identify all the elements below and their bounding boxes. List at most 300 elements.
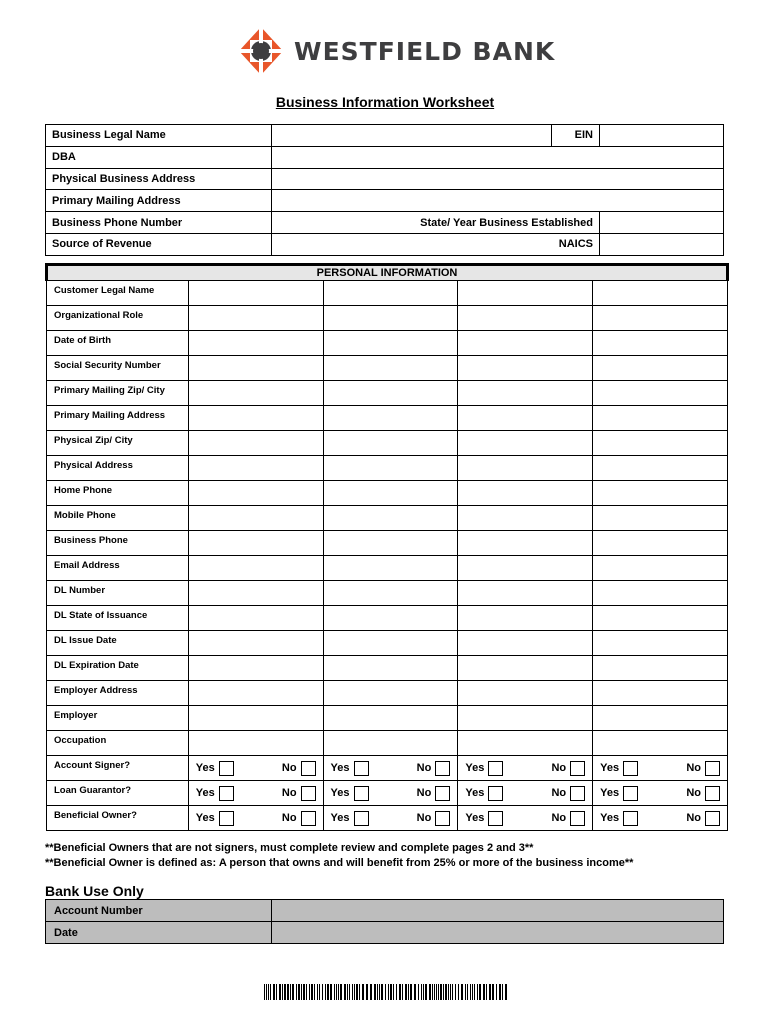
person-3-field[interactable] [458, 306, 593, 331]
barcode-bar [264, 984, 265, 1000]
state-year-field[interactable] [600, 212, 724, 234]
person-4-field[interactable] [593, 456, 728, 481]
yes-label: Yes [195, 787, 215, 799]
person-1-field[interactable] [188, 731, 323, 756]
barcode-bar [402, 984, 403, 1000]
no-checkbox[interactable] [570, 786, 585, 801]
person-4-yes-no [593, 781, 728, 806]
no-checkbox[interactable] [705, 761, 720, 776]
person-3-field[interactable] [458, 506, 593, 531]
row-label: DL Issue Date [47, 631, 189, 656]
bank-use-table [45, 899, 724, 944]
person-2-yes-no [323, 781, 458, 806]
barcode-bar [347, 984, 348, 1000]
barcode-bar [388, 984, 389, 1000]
person-1-yes-no [188, 756, 323, 781]
personal-row-occupation [47, 731, 728, 756]
barcode-bar [309, 984, 310, 1000]
yes-checkbox[interactable] [354, 811, 369, 826]
person-2-field[interactable] [323, 406, 458, 431]
person-3-field[interactable] [458, 556, 593, 581]
barcode-bar [434, 984, 435, 1000]
barcode-bar [410, 984, 412, 1000]
barcode-bar [505, 984, 507, 1000]
no-label: No [281, 762, 297, 774]
person-3-field[interactable] [458, 631, 593, 656]
row-label: DL Expiration Date [47, 656, 189, 681]
person-1-field[interactable] [188, 481, 323, 506]
person-4-field[interactable] [593, 406, 728, 431]
barcode-bar [370, 984, 372, 1000]
no-label: No [551, 762, 567, 774]
barcode-bar [483, 984, 485, 1000]
person-4-field[interactable] [593, 656, 728, 681]
note-line-2: **Beneficial Owner is defined as: A person that owns and will benefit from 25% or more of the business income** [45, 857, 634, 869]
yes-checkbox[interactable] [623, 811, 638, 826]
person-2-yes-no [323, 806, 458, 831]
yes-label: Yes [195, 812, 215, 824]
no-label: No [686, 812, 701, 824]
barcode-bar [311, 984, 313, 1000]
barcode-bar [330, 984, 332, 1000]
date-field[interactable] [272, 922, 724, 944]
physical-address-field[interactable] [272, 168, 724, 190]
person-2-field[interactable] [323, 481, 458, 506]
ein-field[interactable] [600, 125, 724, 147]
barcode-bar [282, 984, 283, 1000]
person-4-field[interactable] [593, 281, 728, 306]
person-1-field[interactable] [188, 506, 323, 531]
personal-row-account-signer [47, 756, 728, 781]
yes-checkbox[interactable] [219, 761, 234, 776]
row-label: Primary Mailing Address [47, 406, 189, 431]
barcode-bar [438, 984, 439, 1000]
barcode-bar [290, 984, 291, 1000]
row-label: Account Signer? [47, 756, 189, 781]
yes-label: Yes [600, 762, 620, 774]
barcode-bar [443, 984, 444, 1000]
yes-label: Yes [330, 787, 350, 799]
naics-field[interactable] [600, 233, 724, 255]
barcode-bar [352, 984, 353, 1000]
barcode-bar [336, 984, 337, 1000]
barcode-bar [445, 984, 447, 1000]
person-4-field[interactable] [593, 706, 728, 731]
row-label: Physical Address [47, 456, 189, 481]
person-4-field[interactable] [593, 306, 728, 331]
row-label: Occupation [47, 731, 189, 756]
no-checkbox[interactable] [301, 786, 316, 801]
no-label: No [281, 812, 297, 824]
yes-checkbox[interactable] [488, 811, 503, 826]
person-3-field[interactable] [458, 406, 593, 431]
person-1-field[interactable] [188, 631, 323, 656]
person-3-field[interactable] [458, 731, 593, 756]
westfield-bank-logo [238, 26, 555, 76]
person-4-field[interactable] [593, 731, 728, 756]
barcode-bar [270, 984, 271, 1000]
person-1-field[interactable] [188, 406, 323, 431]
barcode-bar [284, 984, 286, 1000]
no-label: No [416, 762, 432, 774]
no-checkbox[interactable] [570, 811, 585, 826]
person-1-field[interactable] [188, 381, 323, 406]
barcode-bar [287, 984, 289, 1000]
row-label: Employer [47, 706, 189, 731]
business-phone-label: Business Phone Number [46, 212, 272, 234]
barcode-bar [465, 984, 466, 1000]
person-2-field[interactable] [323, 606, 458, 631]
person-3-field[interactable] [458, 706, 593, 731]
yes-label: Yes [465, 787, 485, 799]
barcode-bar [377, 984, 378, 1000]
business-legal-name-field[interactable] [272, 125, 552, 147]
yes-label: Yes [600, 787, 620, 799]
person-3-field[interactable] [458, 431, 593, 456]
person-2-field[interactable] [323, 581, 458, 606]
barcode-bar [452, 984, 453, 1000]
person-1-field[interactable] [188, 556, 323, 581]
account-number-field[interactable] [272, 900, 724, 922]
yes-label: Yes [330, 812, 350, 824]
barcode-bar [414, 984, 416, 1000]
no-checkbox[interactable] [435, 786, 450, 801]
barcode-bar [385, 984, 386, 1000]
bank-logo-icon [238, 26, 284, 76]
barcode-bar [319, 984, 320, 1000]
barcode-bar [374, 984, 376, 1000]
person-4-field[interactable] [593, 631, 728, 656]
no-label: No [551, 812, 567, 824]
source-of-revenue-label: Source of Revenue [46, 233, 272, 255]
barcode-bar [306, 984, 307, 1000]
barcode-bar [393, 984, 394, 1000]
barcode-bar [450, 984, 451, 1000]
row-label: DL Number [47, 581, 189, 606]
barcode-bar [399, 984, 401, 1000]
personal-row-employer [47, 706, 728, 731]
barcode-bar [273, 984, 275, 1000]
person-1-field[interactable] [188, 706, 323, 731]
barcode-bar [448, 984, 449, 1000]
barcode-bar [467, 984, 468, 1000]
person-1-field[interactable] [188, 306, 323, 331]
personal-row-email-address [47, 556, 728, 581]
person-3-field[interactable] [458, 456, 593, 481]
ein-label: EIN [552, 125, 600, 147]
person-2-field[interactable] [323, 556, 458, 581]
person-1-field[interactable] [188, 331, 323, 356]
row-label: Primary Mailing Zip/ City [47, 381, 189, 406]
person-2-field[interactable] [323, 631, 458, 656]
no-label: No [281, 787, 297, 799]
mailing-address-label: Primary Mailing Address [46, 190, 272, 212]
physical-address-label: Physical Business Address [46, 168, 272, 190]
yes-label: Yes [465, 812, 485, 824]
person-4-yes-no [593, 756, 728, 781]
barcode-bar [334, 984, 335, 1000]
barcode-bar [268, 984, 269, 1000]
barcode-bar [266, 984, 267, 1000]
yes-label: Yes [330, 762, 350, 774]
person-1-field[interactable] [188, 656, 323, 681]
personal-row-physical-address [47, 456, 728, 481]
barcode-bar [381, 984, 383, 1000]
personal-row-primary-mailing-zip-city [47, 381, 728, 406]
barcode-bar [301, 984, 302, 1000]
barcode-bar [362, 984, 364, 1000]
person-2-field[interactable] [323, 681, 458, 706]
person-4-field[interactable] [593, 481, 728, 506]
barcode-bar [492, 984, 494, 1000]
personal-row-loan-guarantor [47, 781, 728, 806]
barcode-bar [436, 984, 437, 1000]
yes-checkbox[interactable] [488, 761, 503, 776]
barcode-bar [325, 984, 326, 1000]
person-2-field[interactable] [323, 431, 458, 456]
business-info-table [45, 124, 724, 256]
no-label: No [416, 787, 432, 799]
row-label: Customer Legal Name [47, 281, 189, 306]
bank-use-title: Bank Use Only [45, 883, 144, 899]
person-3-field[interactable] [458, 656, 593, 681]
mailing-address-field[interactable] [272, 190, 724, 212]
yes-checkbox[interactable] [354, 786, 369, 801]
date-label: Date [46, 922, 272, 944]
person-4-field[interactable] [593, 606, 728, 631]
person-4-field[interactable] [593, 581, 728, 606]
barcode-bar [405, 984, 407, 1000]
barcode-bar [470, 984, 471, 1000]
row-label: Social Security Number [47, 356, 189, 381]
person-1-yes-no [188, 781, 323, 806]
person-2-field[interactable] [323, 531, 458, 556]
no-label: No [416, 812, 432, 824]
person-1-yes-no [188, 806, 323, 831]
row-label: Home Phone [47, 481, 189, 506]
barcode-bar [432, 984, 433, 1000]
person-4-field[interactable] [593, 431, 728, 456]
no-checkbox[interactable] [570, 761, 585, 776]
yes-checkbox[interactable] [623, 786, 638, 801]
yes-checkbox[interactable] [354, 761, 369, 776]
person-4-field[interactable] [593, 331, 728, 356]
barcode-bar [458, 984, 459, 1000]
barcode-bar [418, 984, 419, 1000]
state-year-label: State/ Year Business Established [272, 212, 600, 234]
personal-info-table [45, 263, 729, 831]
personal-row-organizational-role [47, 306, 728, 331]
barcode-bar [479, 984, 481, 1000]
person-3-field[interactable] [458, 531, 593, 556]
personal-row-customer-legal-name [47, 281, 728, 306]
person-3-yes-no [458, 756, 593, 781]
personal-row-physical-zip-city [47, 431, 728, 456]
person-2-field[interactable] [323, 456, 458, 481]
person-3-field[interactable] [458, 331, 593, 356]
dba-label: DBA [46, 146, 272, 168]
personal-row-business-phone [47, 531, 728, 556]
person-4-field[interactable] [593, 681, 728, 706]
person-2-field[interactable] [323, 731, 458, 756]
yes-checkbox[interactable] [219, 811, 234, 826]
barcode-bar [486, 984, 487, 1000]
barcode-bar [502, 984, 503, 1000]
person-1-field[interactable] [188, 356, 323, 381]
barcode-bar [472, 984, 473, 1000]
barcode-bar [379, 984, 380, 1000]
barcode-bar [344, 984, 346, 1000]
barcode-bar [338, 984, 339, 1000]
person-2-field[interactable] [323, 331, 458, 356]
barcode-bar [298, 984, 300, 1000]
person-3-field[interactable] [458, 281, 593, 306]
personal-row-mobile-phone [47, 506, 728, 531]
person-3-field[interactable] [458, 381, 593, 406]
personal-row-dl-issue-date [47, 631, 728, 656]
document-title: Business Information Worksheet [275, 94, 495, 110]
person-2-field[interactable] [323, 706, 458, 731]
barcode-bar [408, 984, 409, 1000]
barcode-bar [496, 984, 497, 1000]
barcode-bar [354, 984, 355, 1000]
yes-label: Yes [195, 762, 215, 774]
no-checkbox[interactable] [435, 811, 450, 826]
person-2-field[interactable] [323, 356, 458, 381]
barcode-bar [359, 984, 360, 1000]
yes-checkbox[interactable] [623, 761, 638, 776]
person-1-field[interactable] [188, 431, 323, 456]
barcode-bar [421, 984, 422, 1000]
person-4-field[interactable] [593, 531, 728, 556]
personal-row-social-security-number [47, 356, 728, 381]
barcode-bar [276, 984, 277, 1000]
person-4-field[interactable] [593, 556, 728, 581]
no-checkbox[interactable] [705, 786, 720, 801]
barcode-bar [455, 984, 456, 1000]
row-label: Email Address [47, 556, 189, 581]
personal-row-dl-state-of-issuance [47, 606, 728, 631]
barcode [264, 984, 510, 1000]
person-2-field[interactable] [323, 381, 458, 406]
no-checkbox[interactable] [435, 761, 450, 776]
person-4-field[interactable] [593, 506, 728, 531]
row-label: Employer Address [47, 681, 189, 706]
barcode-bar [314, 984, 315, 1000]
no-label: No [686, 787, 701, 799]
row-label: Mobile Phone [47, 506, 189, 531]
row-label: Physical Zip/ City [47, 431, 189, 456]
person-1-field[interactable] [188, 531, 323, 556]
barcode-bar [296, 984, 297, 1000]
person-1-field[interactable] [188, 606, 323, 631]
yes-label: Yes [465, 762, 485, 774]
barcode-bar [423, 984, 424, 1000]
barcode-bar [322, 984, 323, 1000]
barcode-bar [349, 984, 350, 1000]
person-3-yes-no [458, 781, 593, 806]
barcode-bar [340, 984, 342, 1000]
row-label: Loan Guarantor? [47, 781, 189, 806]
personal-row-beneficial-owner [47, 806, 728, 831]
no-checkbox[interactable] [301, 811, 316, 826]
person-1-field[interactable] [188, 456, 323, 481]
barcode-bar [440, 984, 442, 1000]
person-4-field[interactable] [593, 356, 728, 381]
person-1-field[interactable] [188, 681, 323, 706]
no-label: No [686, 762, 701, 774]
bank-name: WESTFIELD BANK [294, 36, 556, 66]
barcode-bar [356, 984, 358, 1000]
barcode-bar [474, 984, 475, 1000]
yes-checkbox[interactable] [488, 786, 503, 801]
person-2-field[interactable] [323, 656, 458, 681]
barcode-bar [489, 984, 491, 1000]
personal-row-dl-number [47, 581, 728, 606]
yes-label: Yes [600, 812, 620, 824]
person-1-field[interactable] [188, 281, 323, 306]
personal-row-primary-mailing-address [47, 406, 728, 431]
person-3-field[interactable] [458, 681, 593, 706]
person-2-yes-no [323, 756, 458, 781]
personal-info-header: PERSONAL INFORMATION [47, 265, 728, 281]
row-label: Organizational Role [47, 306, 189, 331]
barcode-bar [396, 984, 397, 1000]
barcode-bar [292, 984, 294, 1000]
dba-field[interactable] [272, 146, 724, 168]
barcode-bar [477, 984, 478, 1000]
personal-row-home-phone [47, 481, 728, 506]
person-3-field[interactable] [458, 356, 593, 381]
no-label: No [551, 787, 567, 799]
personal-row-dl-expiration-date [47, 656, 728, 681]
barcode-bar [279, 984, 281, 1000]
person-3-field[interactable] [458, 581, 593, 606]
barcode-bar [499, 984, 501, 1000]
barcode-bar [366, 984, 368, 1000]
personal-row-date-of-birth [47, 331, 728, 356]
no-checkbox[interactable] [705, 811, 720, 826]
person-3-yes-no [458, 806, 593, 831]
person-2-field[interactable] [323, 281, 458, 306]
person-1-field[interactable] [188, 581, 323, 606]
business-legal-name-label: Business Legal Name [46, 125, 272, 147]
barcode-bar [317, 984, 318, 1000]
person-4-field[interactable] [593, 381, 728, 406]
barcode-bar [327, 984, 329, 1000]
row-label: Beneficial Owner? [47, 806, 189, 831]
personal-row-employer-address [47, 681, 728, 706]
no-checkbox[interactable] [301, 761, 316, 776]
barcode-bar [461, 984, 463, 1000]
person-3-field[interactable] [458, 606, 593, 631]
naics-label: NAICS [272, 233, 600, 255]
note-line-1: **Beneficial Owners that are not signers, must complete review and complete pages 2 and 3** [45, 842, 534, 854]
person-4-yes-no [593, 806, 728, 831]
barcode-bar [390, 984, 392, 1000]
barcode-bar [425, 984, 427, 1000]
barcode-bar [429, 984, 431, 1000]
account-number-label: Account Number [46, 900, 272, 922]
row-label: Business Phone [47, 531, 189, 556]
barcode-bar [303, 984, 305, 1000]
yes-checkbox[interactable] [219, 786, 234, 801]
person-2-field[interactable] [323, 306, 458, 331]
row-label: DL State of Issuance [47, 606, 189, 631]
row-label: Date of Birth [47, 331, 189, 356]
person-3-field[interactable] [458, 481, 593, 506]
person-2-field[interactable] [323, 506, 458, 531]
